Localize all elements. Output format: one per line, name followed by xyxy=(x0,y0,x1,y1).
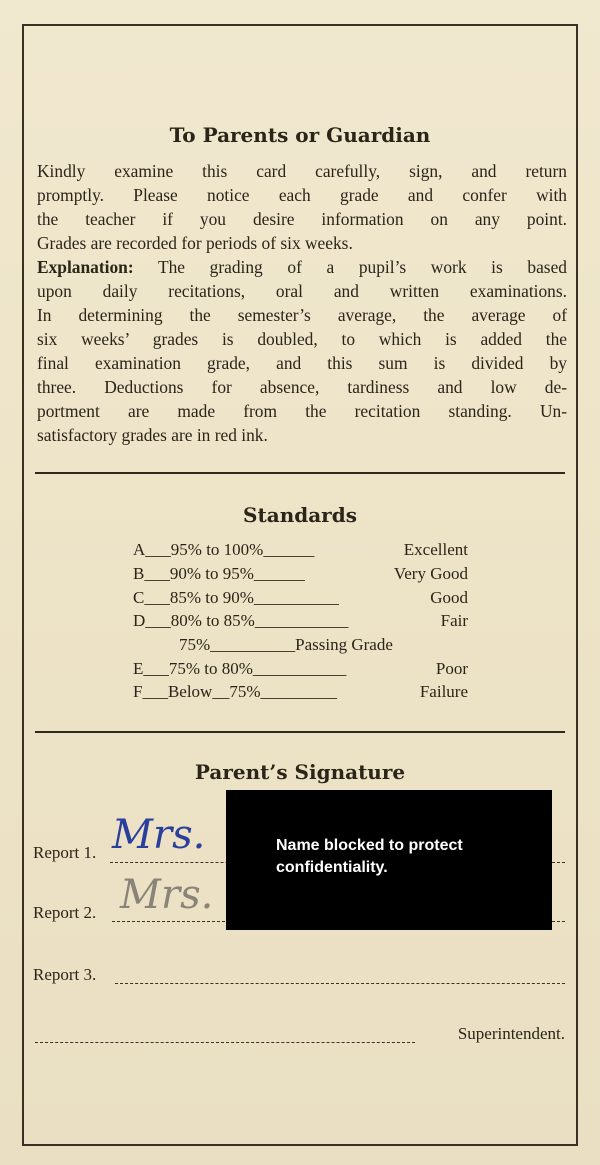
explanation-line: satisfactory grades are in red ink. xyxy=(37,425,268,445)
standard-rating: Poor xyxy=(435,659,468,678)
instruction-line: Grades are recorded for periods of six weeks. xyxy=(37,233,353,253)
parents-title: To Parents or Guardian xyxy=(169,123,431,147)
signature-1-handwriting: Mrs. xyxy=(112,812,206,858)
redaction-text: Name blocked to protect confidentiality. xyxy=(276,837,463,876)
explanation-label: Explanation: xyxy=(37,257,134,277)
explanation-text: The grading of a pupil’s work is based xyxy=(157,257,567,277)
report-3-label: Report 3. xyxy=(33,965,97,984)
explanation-line: final examination grade, and this sum is divided by xyxy=(37,353,567,373)
explanation-line: portment are made from the recitation standing. Un- xyxy=(37,401,567,421)
report-2-label: Report 2. xyxy=(33,903,97,922)
instruction-line: Kindly examine this card carefully, sign, and return xyxy=(37,161,567,181)
standard-row-d xyxy=(133,611,468,635)
signature-2-handwriting: Mrs. xyxy=(120,872,214,918)
standard-rating: Excellent xyxy=(403,540,468,559)
explanation-line xyxy=(37,255,567,279)
standard-row-b xyxy=(133,564,468,588)
standards-title: Standards xyxy=(243,503,357,527)
superintendent-line xyxy=(35,1042,415,1043)
report-3-line xyxy=(115,983,565,984)
explanation-line: In determining the semester’s average, the average of xyxy=(37,305,567,325)
standard-range: B___90% to 95%______ xyxy=(133,564,305,583)
standard-range: D___80% to 85%___________ xyxy=(133,611,349,630)
standard-rating: Very Good xyxy=(393,564,468,583)
redaction-box xyxy=(226,790,552,930)
explanation-line: six weeks’ grades is doubled, to which is added the xyxy=(37,329,567,349)
superintendent-label: Superintendent. xyxy=(457,1024,565,1043)
standard-range: A___95% to 100%______ xyxy=(133,540,315,559)
standard-row-a xyxy=(133,540,468,564)
instruction-line: promptly. Please notice each grade and confer with xyxy=(37,185,567,205)
instruction-line: the teacher if you desire information on any point. xyxy=(37,209,567,229)
section-divider xyxy=(35,731,565,733)
section-divider xyxy=(35,472,565,474)
signature-title: Parent’s Signature xyxy=(194,760,406,784)
standard-row-c xyxy=(133,588,468,612)
standard-rating: Fair xyxy=(440,611,468,630)
standard-rating: Failure xyxy=(419,682,468,701)
explanation-line: upon daily recitations, oral and written examinations. xyxy=(37,281,567,301)
standard-row-f xyxy=(133,682,468,706)
explanation-line: three. Deductions for absence, tardiness and low de- xyxy=(37,377,567,397)
standard-range: F___Below__75%_________ xyxy=(133,682,337,701)
standard-rating: Good xyxy=(430,588,468,607)
standard-row-passing xyxy=(133,635,468,659)
standard-range: C___85% to 90%__________ xyxy=(133,588,339,607)
standard-range: E___75% to 80%___________ xyxy=(133,659,347,678)
instructions-paragraph xyxy=(37,159,567,447)
report-1-label: Report 1. xyxy=(33,843,97,862)
standard-row-e xyxy=(133,659,468,683)
passing-grade-line: 75%__________Passing Grade xyxy=(179,635,393,654)
